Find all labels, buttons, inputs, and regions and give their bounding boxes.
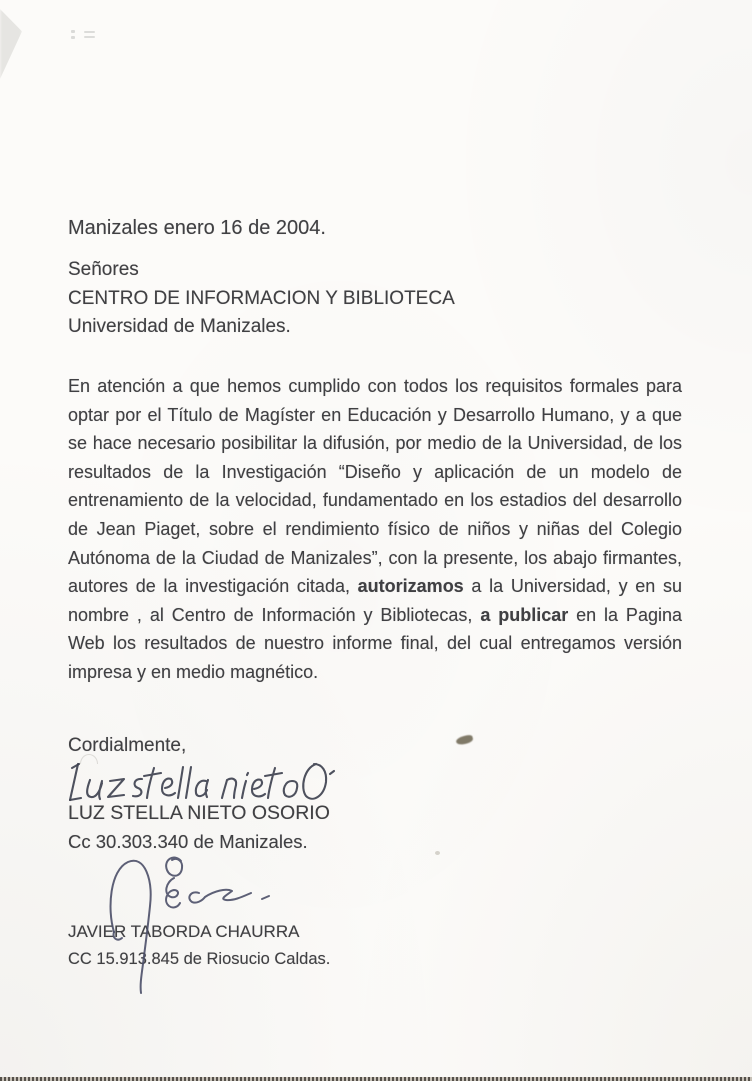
signatory-1-id: Cc 30.303.340 de Manizales. [68,831,308,852]
ink-blot-artifact [455,734,473,746]
body-line [68,515,682,544]
scan-smudge-mark [71,30,75,33]
body-bold-text: a publicar [480,604,569,625]
body-text: en la Pagina [568,604,682,625]
body-paragraph [68,372,682,687]
body-line [68,429,682,458]
signatory-2-name: JAVIER TABORDA CHAURRA [68,922,300,941]
handwritten-signature-luz [64,760,336,806]
body-text: impresa y en medio magnético. [68,661,319,682]
body-text: nombre , al Centro de Información y Bibliotecas, [68,604,481,625]
body-text: a la Universidad, y en su [463,576,683,597]
body-line [68,601,682,630]
body-line [68,658,682,687]
body-line [68,458,682,487]
body-text: resultados de la Investigación “Diseño y aplicación de un modelo de [68,461,682,482]
signatory-1-name: LUZ STELLA NIETO OSORIO [68,802,330,824]
body-line [68,544,682,573]
scan-dot-artifact [435,851,440,855]
body-text: Autónoma de la Ciudad de Manizales”, con la presente, los abajo firmantes, [68,547,682,568]
recipient-block [68,256,455,342]
closing-line: Cordialmente, [68,735,187,756]
body-text: Web los resultados de nuestro informe final, del cual entregamos versión [68,633,682,654]
scan-corner-artifact [0,9,22,79]
body-bold-text: autorizamos [357,576,464,597]
body-line [68,572,682,601]
body-text: En atención a que hemos cumplido con todos los requisitos formales para [68,376,682,396]
signatory-2-id: CC 15.913.845 de Riosucio Caldas. [68,950,331,968]
body-line [68,629,682,658]
body-line [68,372,682,401]
recipient-institution: Universidad de Manizales. [68,316,291,337]
date-line: Manizales enero 16 de 2004. [68,217,326,239]
body-line [68,486,682,515]
body-text: entrenamiento de la velocidad, fundamentado en los estadios del desarrollo [68,490,682,511]
body-line [68,401,682,430]
body-text: se hace necesario posibilitar la difusión, por medio de la Universidad, de los [68,433,682,454]
recipient-salutation: Señores [68,259,139,280]
recipient-organization: CENTRO DE INFORMACION Y BIBLIOTECA [68,287,455,309]
body-text: autores de la investigación citada, [68,576,358,597]
body-text: de Jean Piaget, sobre el rendimiento físico de niños y niñas del Colegio [68,518,682,539]
scan-smudge-mark [84,31,95,33]
scan-bottom-edge-artifact [0,1077,752,1081]
body-text: optar por el Título de Magíster en Educación y Desarrollo Humano, y a que [68,404,682,425]
